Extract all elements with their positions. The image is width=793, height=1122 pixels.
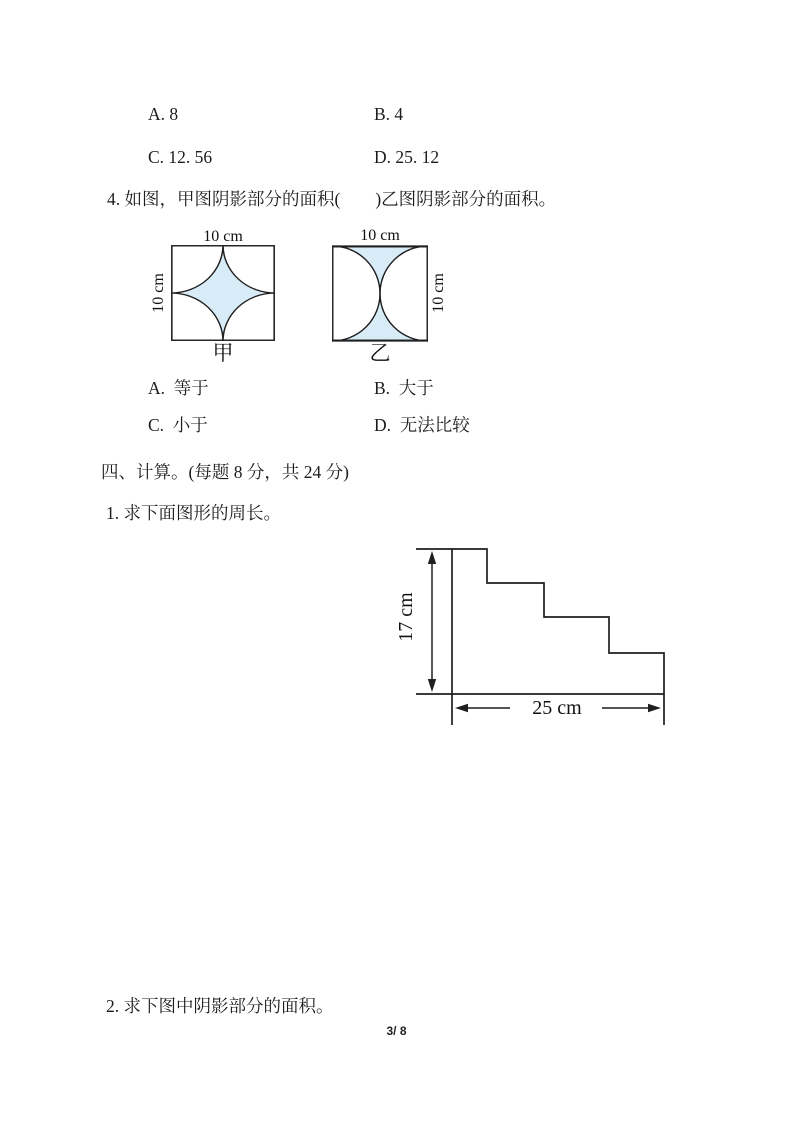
q3-option-b: B. 4 — [374, 104, 404, 124]
q3-option-a: A. 8 — [148, 104, 179, 124]
q4-option-a: A. 等于 — [148, 378, 209, 398]
page-number: 3/ 8 — [386, 1024, 407, 1038]
section-4-title: 四、计算。(每题 8 分，共 24 分) — [101, 462, 349, 482]
staircase-height-dimension: 17 cm — [395, 592, 417, 642]
arrowhead-up-icon — [428, 551, 436, 564]
figure-jia-drawing — [171, 245, 275, 341]
q4-stem: 4. 如图，甲图阴影部分的面积( )乙图阴影部分的面积。 — [107, 189, 557, 209]
figure-yi-drawing — [332, 246, 428, 341]
q3-option-d: D. 25. 12 — [374, 147, 440, 167]
q4-option-c: C. 小于 — [148, 415, 208, 435]
staircase-outline — [452, 549, 664, 694]
figure-yi-right-dimension: 10 cm — [430, 273, 447, 313]
figure-jia-label: 甲 — [212, 341, 234, 365]
figure-yi-label: 乙 — [369, 341, 391, 365]
calc-q2-stem: 2. 求下图中阴影部分的面积。 — [106, 996, 334, 1016]
arrowhead-right-icon — [648, 704, 661, 712]
q4-option-b: B. 大于 — [374, 378, 434, 398]
staircase-width-dimension: 25 cm — [532, 697, 582, 719]
q4-option-d: D. 无法比较 — [374, 415, 470, 435]
figure-jia — [150, 229, 285, 369]
figure-jia-left-dimension: 10 cm — [150, 273, 167, 313]
figure-yi — [320, 228, 455, 369]
figure-jia-shaded-star — [171, 245, 275, 341]
arrowhead-left-icon — [455, 704, 468, 712]
q3-option-c: C. 12. 56 — [148, 147, 213, 167]
figure-jia-top-dimension: 10 cm — [203, 228, 243, 245]
figure-yi-top-dimension: 10 cm — [360, 227, 400, 244]
calc-q1-stem: 1. 求下面图形的周长。 — [106, 503, 281, 523]
arrowhead-down-icon — [428, 679, 436, 692]
